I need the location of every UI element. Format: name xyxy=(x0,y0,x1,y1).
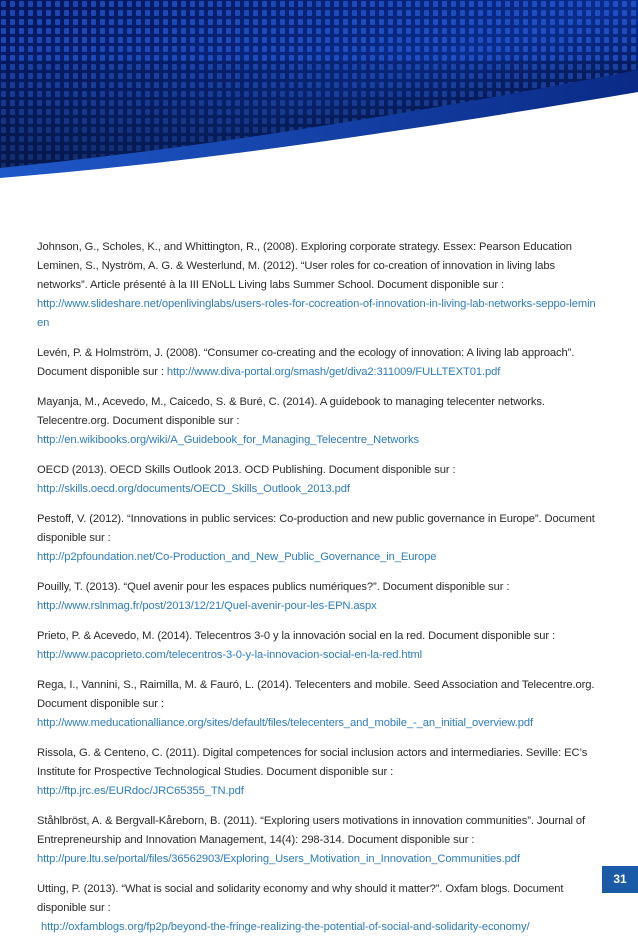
reference-text: Ståhlbröst, A. & Bergvall-Kåreborn, B. (2011). “Exploring users motivations in innovation communities”. Journal of Entrepreneurship and Innovation Management, 14(4): 298-314. Document disponible sur : xyxy=(37,815,586,846)
reference-text: Utting, P. (2013). “What is social and solidarity economy and why should it matter?”. Oxfam blogs. Document disponible sur : xyxy=(37,883,564,914)
reference-link[interactable]: http://oxfamblogs.org/fp2p/beyond-the-fringe-realizing-the-potential-of-social-and-solidarity-economy/ xyxy=(41,921,530,933)
reference-link[interactable]: http://www.pacoprieto.com/telecentros-3-0-y-la-innovacion-social-en-la-red.html xyxy=(37,649,423,661)
reference-link[interactable]: http://www.rslnmag.fr/post/2013/12/21/Quel-avenir-pour-les-EPN.aspx xyxy=(37,600,377,612)
reference-entry xyxy=(37,744,597,801)
reference-text: Mayanja, M., Acevedo, M., Caicedo, S. & Buré, C. (2014). A guidebook to managing telecenter networks. Telecentre.org. Document disponible sur : xyxy=(37,396,545,427)
reference-entry xyxy=(37,812,597,869)
page-number-badge: 31 xyxy=(602,866,638,893)
reference-link[interactable]: http://www.meducationalliance.org/sites/default/files/telecenters_and_mobile_-_an_initial_overview.pdf xyxy=(37,717,534,729)
reference-text: Rega, I., Vannini, S., Raimilla, M. & Fauró, L. (2014). Telecenters and mobile. Seed Association and Telecentre.org. Document disponible sur : xyxy=(37,679,595,710)
reference-text: Pouilly, T. (2013). “Quel avenir pour les espaces publics numériques?”. Document disponible sur : xyxy=(37,581,510,593)
reference-link[interactable]: http://www.slideshare.net/openlivinglabs/users-roles-for-cocreation-of-innovation-in-living-lab-networks-seppo-leminen xyxy=(37,298,596,329)
reference-link[interactable]: http://en.wikibooks.org/wiki/A_Guidebook_for_Managing_Telecentre_Networks xyxy=(37,434,419,446)
reference-text: Pestoff, V. (2012). “Innovations in public services: Co-production and new public governance in Europe”. Document disponible sur : xyxy=(37,513,595,544)
reference-link[interactable]: http://ftp.jrc.es/EURdoc/JRC65355_TN.pdf xyxy=(37,785,244,797)
reference-link[interactable]: http://pure.ltu.se/portal/files/36562903/Exploring_Users_Motivation_in_Innovation_Communities.pdf xyxy=(37,853,520,865)
reference-text: OECD (2013). OECD Skills Outlook 2013. OCD Publishing. Document disponible sur : xyxy=(37,464,456,476)
header-banner-image xyxy=(0,0,638,200)
reference-text: Levén, P. & Holmström, J. (2008). “Consumer co-creating and the ecology of innovation: A living lab approach”. Document disponible sur : xyxy=(37,347,575,378)
reference-entry xyxy=(37,344,597,382)
reference-entry xyxy=(37,627,597,665)
reference-link[interactable]: http://www.diva-portal.org/smash/get/diva2:311009/FULLTEXT01.pdf xyxy=(166,366,501,378)
reference-text: Johnson, G., Scholes, K., and Whittington, R., (2008). Exploring corporate strategy. Essex: Pearson Education xyxy=(37,241,572,253)
reference-entry xyxy=(37,393,597,450)
references-list xyxy=(37,238,597,948)
reference-text: Leminen, S., Nyström, A. G. & Westerlund, M. (2012). “User roles for co-creation of innovation in living labs networks”. Article présenté à la III ENoLL Living labs Summer School. Document disponible sur : xyxy=(37,260,556,291)
reference-entry xyxy=(37,880,597,937)
reference-link[interactable]: http://skills.oecd.org/documents/OECD_Skills_Outlook_2013.pdf xyxy=(37,483,350,495)
reference-text: Rissola, G. & Centeno, C. (2011). Digital competences for social inclusion actors and intermediaries. Seville: EC’s Institute for Prospective Technological Studies. Document disponible sur : xyxy=(37,747,588,778)
reference-entry xyxy=(37,461,597,499)
reference-link[interactable]: http://p2pfoundation.net/Co-Production_and_New_Public_Governance_in_Europe xyxy=(37,551,437,563)
reference-entry xyxy=(37,238,597,257)
reference-entry xyxy=(37,510,597,567)
reference-text: Prieto, P. & Acevedo, M. (2014). Telecentros 3-0 y la innovación social en la red. Document disponible sur : xyxy=(37,630,555,642)
reference-entry xyxy=(37,578,597,616)
reference-entry xyxy=(37,257,597,333)
reference-entry xyxy=(37,676,597,733)
